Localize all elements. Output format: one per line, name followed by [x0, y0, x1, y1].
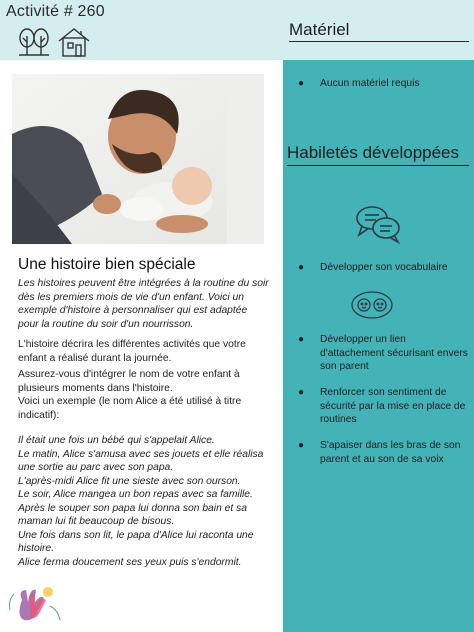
logo	[4, 580, 64, 628]
bullet: ●	[298, 78, 305, 89]
paragraph: Voici un exemple (le nom Alice a été utilisé à titre indicatif):	[18, 396, 242, 421]
bullet: ●	[298, 440, 305, 451]
father-baby-photo	[12, 74, 264, 244]
bullet: ●	[298, 262, 305, 273]
materiel-title: Matériel	[289, 20, 350, 39]
activity-number: Activité # 260	[6, 3, 105, 20]
habiletes-title: Habiletés développées	[287, 143, 460, 162]
faces-icon	[350, 290, 394, 320]
intro-text: Les histoires peuvent être intégrées à la routine du soir dès les premiers mois de vie d'un enfant. Voici un exemple d'histoire à personnaliser qui est adaptée pour la routine du soir d'un nourrisson.	[18, 278, 269, 330]
story-line: Une fois dans son lit, le papa d'Alice lui raconta une histoire.	[18, 529, 254, 554]
speech-bubbles-icon	[354, 204, 404, 246]
story-line: Alice ferma doucement ses yeux puis s'endormit.	[18, 556, 242, 568]
materiel-divider	[289, 41, 469, 42]
story-line: L'après-midi Alice fit une sieste avec son ourson.	[18, 475, 241, 487]
house-icon	[57, 26, 91, 58]
story-line: Le matin, Alice s'amusa avec ses jouets et elle réalisa une sortie au parc avec son papa.	[18, 448, 264, 473]
trees-icon	[17, 28, 51, 56]
story-line: Après le souper son papa lui donna son bain et sa maman lui fit beaucoup de bisous.	[18, 502, 247, 527]
bullet: ●	[298, 334, 305, 345]
habiletes-divider	[287, 165, 469, 166]
story-line: Il était une fois un bébé qui s'appelait Alice.	[18, 435, 215, 446]
story-text	[18, 434, 274, 569]
paragraph: L'histoire décrira les différentes activités que votre enfant a réalisé durant la journée.	[18, 339, 246, 364]
story-line: Le soir, Alice mangea un bon repas avec sa famille.	[18, 489, 253, 500]
activity-title: Une histoire bien spéciale	[18, 256, 196, 273]
bullet: ●	[298, 387, 305, 398]
paragraph: Assurez-vous d'intégrer le nom de votre enfant à plusieurs moments dans l'histoire.	[18, 369, 240, 394]
